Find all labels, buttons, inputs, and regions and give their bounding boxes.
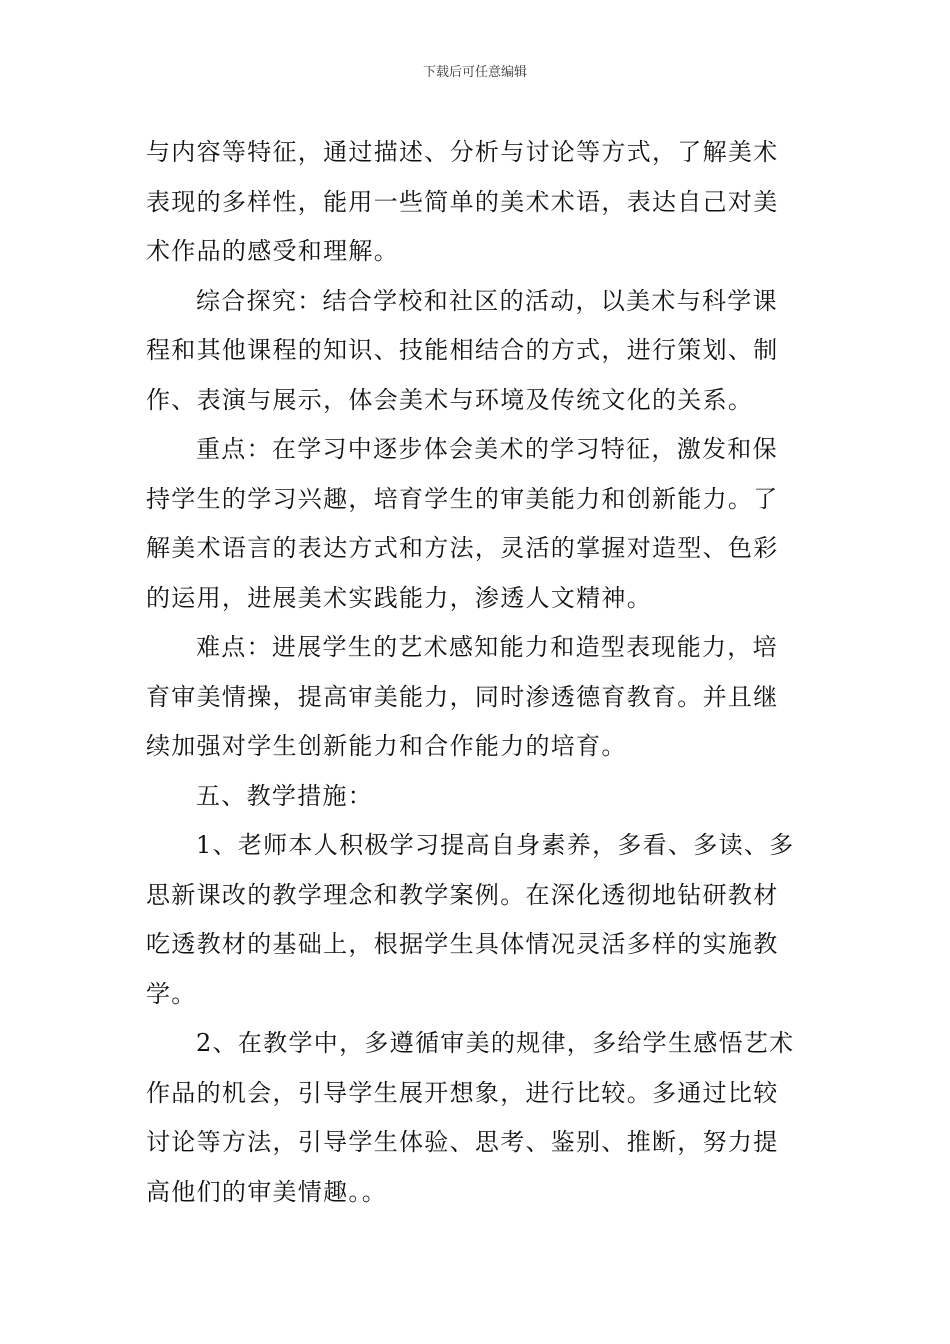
text-line: 与内容等特征，通过描述、分析与讨论等方式，了解美术 — [146, 138, 779, 166]
paragraph-start-line: 综合探究：结合学校和社区的活动，以美术与科学课 — [196, 286, 778, 315]
paragraph-start-line: 难点：进展学生的艺术感知能力和造型表现能力，培 — [196, 633, 778, 661]
text-line: 续加强对学生创新能力和合作能力的培育。 — [146, 732, 627, 760]
text-line: 持学生的学习兴趣，培育学生的审美能力和创新能力。了 — [146, 484, 779, 513]
text-line: 术作品的感受和理解。 — [146, 237, 399, 265]
text-line: 吃透教材的基础上，根据学生具体情况灵活多样的实施教 — [146, 930, 779, 958]
paragraph-start-line: 2、在教学中，多遵循审美的规律，多给学生感悟艺术 — [196, 1029, 795, 1057]
text-line: 讨论等方法，引导学生体验、思考、鉴别、推断，努力提 — [146, 1128, 779, 1156]
text-line: 思新课改的教学理念和教学案例。在深化透彻地钻研教材 — [146, 880, 779, 909]
section-heading: 五、教学措施： — [196, 781, 374, 810]
paragraph-start-line: 重点：在学习中逐步体会美术的学习特征，激发和保 — [196, 435, 778, 463]
text-line: 的运用，进展美术实践能力，渗透人文精神。 — [146, 583, 652, 612]
text-line: 高他们的审美情趣。。 — [146, 1177, 387, 1206]
text-line: 作品的机会，引导学生展开想象，进行比较。多通过比较 — [146, 1078, 779, 1107]
text-line: 学。 — [146, 979, 197, 1008]
text-line: 作、表演与展示，体会美术与环境及传统文化的关系。 — [146, 385, 754, 414]
document-body — [146, 128, 808, 1217]
text-line: 表现的多样性，能用一些简单的美术术语，表达自己对美 — [146, 187, 779, 216]
text-line: 解美术语言的表达方式和方法，灵活的掌握对造型、色彩 — [146, 534, 779, 562]
text-line: 育审美情操，提高审美能力，同时渗透德育教育。并且继 — [146, 682, 779, 711]
text-line: 程和其他课程的知识、技能相结合的方式，进行策划、制 — [146, 336, 779, 364]
paragraph-start-line: 1、老师本人积极学习提高自身素养，多看、多读、多 — [196, 831, 795, 859]
page-header: 下载后可任意编辑 — [422, 65, 527, 80]
